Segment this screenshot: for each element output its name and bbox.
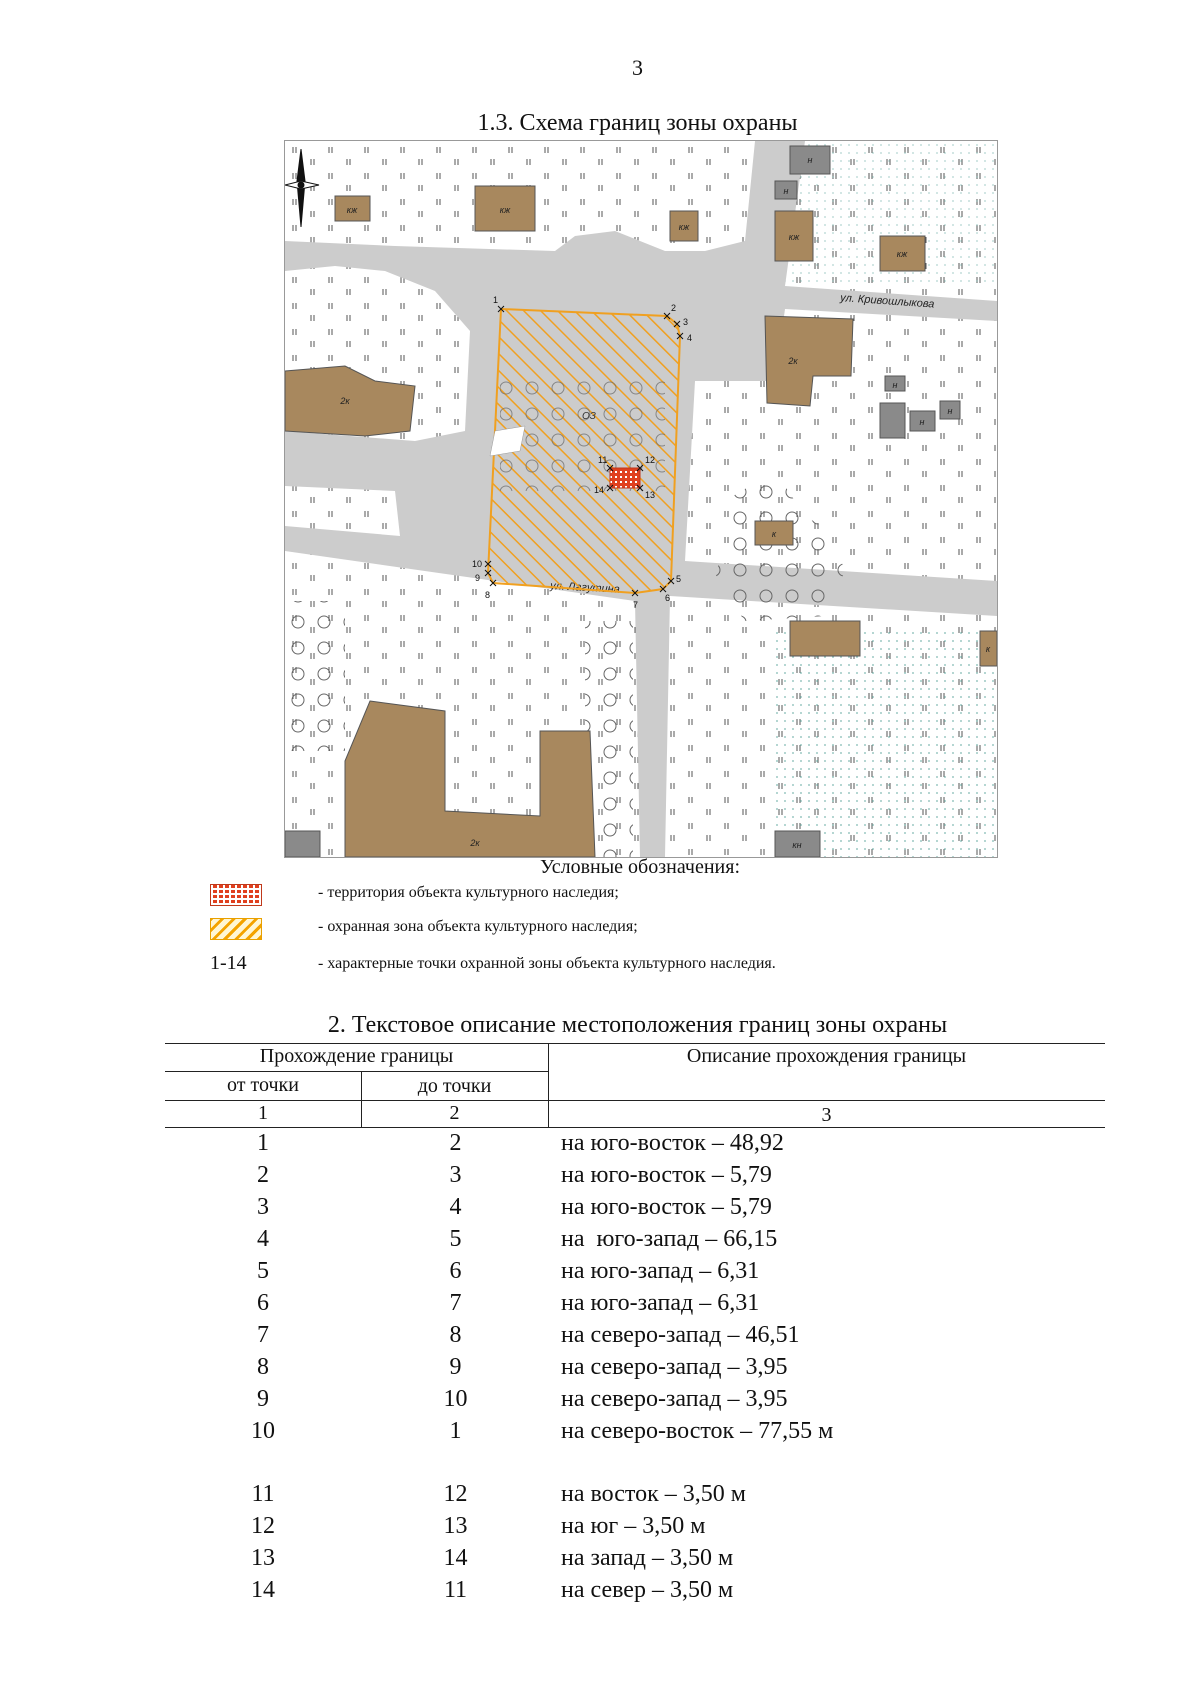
point-label: 6 xyxy=(665,593,671,603)
building-label: кж xyxy=(896,249,908,259)
section-title: 1.3. Схема границ зоны охраны xyxy=(477,110,798,136)
to-point: 13 xyxy=(443,1513,468,1539)
from-point: 14 xyxy=(251,1577,275,1603)
point-label: 8 xyxy=(485,590,491,600)
column-number: 2 xyxy=(449,1102,460,1124)
from-point: 4 xyxy=(257,1226,269,1252)
table-row xyxy=(165,1258,1105,1290)
building-label: к xyxy=(985,644,991,654)
to-point: 8 xyxy=(449,1322,462,1348)
points-symbol: 1-14 xyxy=(210,952,247,974)
table-row xyxy=(165,1322,1105,1354)
table-row xyxy=(165,1194,1105,1226)
to-point: 14 xyxy=(443,1545,468,1571)
table-row xyxy=(165,1545,1105,1577)
boundary-scheme-map xyxy=(284,140,998,858)
to-point: 6 xyxy=(449,1258,462,1284)
from-point: 8 xyxy=(257,1354,269,1380)
point-label: 4 xyxy=(687,333,693,343)
building-label: н xyxy=(892,380,898,390)
building-label: 2к xyxy=(788,356,798,366)
from-point: 12 xyxy=(251,1513,275,1539)
direction: на юго-запад – 66,15 xyxy=(561,1226,778,1252)
to-point: 5 xyxy=(449,1226,462,1252)
legend-text: - характерные точки охранной зоны объекта культурного наследия. xyxy=(318,955,776,972)
table-row xyxy=(165,1513,1105,1545)
to-point: 3 xyxy=(449,1162,462,1188)
to-point: 11 xyxy=(443,1577,468,1603)
building-label: кж xyxy=(499,205,511,215)
point-label: 3 xyxy=(683,317,689,327)
column-number: 1 xyxy=(258,1102,268,1124)
from-point: 5 xyxy=(257,1258,269,1284)
header-boundary-passage: Прохождение границы xyxy=(259,1045,454,1067)
to-point: 10 xyxy=(443,1386,468,1412)
table-title: 2. Текстовое описание местоположения границ зоны охраны xyxy=(327,1012,948,1038)
building-label: н xyxy=(919,417,925,427)
page-number: 3 xyxy=(632,55,643,80)
point-label: 5 xyxy=(676,574,682,584)
from-point: 11 xyxy=(251,1481,275,1507)
table-row xyxy=(165,1354,1105,1386)
protection-zone xyxy=(488,309,680,593)
direction: на северо-восток – 77,55 м xyxy=(561,1418,834,1444)
building-label: н xyxy=(783,186,789,196)
street-label-krivoshlykova: ул. Кривошлыкова xyxy=(839,292,935,311)
from-point: 13 xyxy=(251,1545,275,1571)
point-label: 1 xyxy=(493,295,499,305)
direction: на юго-запад – 6,31 xyxy=(561,1258,760,1284)
building-label: кн xyxy=(792,840,802,850)
table-row xyxy=(165,1162,1105,1194)
point-label: 7 xyxy=(633,600,639,610)
table-row xyxy=(165,1481,1105,1513)
point-label: 11 xyxy=(598,455,608,465)
building-label: к xyxy=(771,529,777,539)
legend-text: - охранная зона объекта культурного наследия; xyxy=(318,918,638,935)
point-label: 14 xyxy=(594,485,605,495)
building-label: кж xyxy=(678,222,690,232)
legend-text: - территория объекта культурного наследия; xyxy=(318,884,619,901)
table-row xyxy=(165,1130,1105,1162)
direction: на юго-восток – 48,92 xyxy=(561,1130,784,1156)
to-point: 9 xyxy=(449,1354,462,1380)
heritage-territory-swatch xyxy=(210,884,262,906)
direction: на юг – 3,50 м xyxy=(561,1513,706,1539)
direction: на север – 3,50 м xyxy=(561,1577,734,1603)
building-label: кж xyxy=(788,232,800,242)
from-point: 1 xyxy=(257,1130,269,1156)
to-point: 7 xyxy=(449,1290,462,1316)
direction: на северо-запад – 46,51 xyxy=(561,1322,800,1348)
from-point: 6 xyxy=(257,1290,269,1316)
header-description: Описание прохождения границы xyxy=(686,1045,967,1067)
table-row xyxy=(165,1226,1105,1258)
table-row xyxy=(165,1386,1105,1418)
point-label: 9 xyxy=(475,573,481,583)
from-point: 9 xyxy=(257,1386,269,1412)
building-label: кж xyxy=(346,205,358,215)
heritage-object-territory xyxy=(610,468,640,488)
to-point: 4 xyxy=(449,1194,462,1220)
table-row xyxy=(165,1418,1105,1450)
header-to-point: до точки xyxy=(417,1075,492,1097)
building-label: н xyxy=(947,406,953,416)
point-label: 2 xyxy=(671,303,677,313)
direction: на юго-восток – 5,79 xyxy=(561,1162,772,1188)
table-row xyxy=(165,1290,1105,1322)
building-label: 2к xyxy=(470,838,480,848)
to-point: 12 xyxy=(443,1481,468,1507)
table-row xyxy=(165,1577,1105,1609)
building-label: н xyxy=(807,155,813,165)
direction: на восток – 3,50 м xyxy=(561,1481,746,1507)
protection-zone-swatch xyxy=(210,918,262,940)
point-label: 12 xyxy=(645,455,656,465)
from-point: 7 xyxy=(257,1322,269,1348)
point-label: 10 xyxy=(472,559,483,569)
to-point: 2 xyxy=(449,1130,462,1156)
to-point: 1 xyxy=(449,1418,462,1444)
from-point: 2 xyxy=(257,1162,269,1188)
direction: на северо-запад – 3,95 xyxy=(561,1386,788,1412)
building-label: 2к xyxy=(340,396,350,406)
point-label: 13 xyxy=(645,490,656,500)
zone-label: ОЗ xyxy=(582,411,596,422)
direction: на северо-запад – 3,95 xyxy=(561,1354,788,1380)
legend-title: Условные обозначения: xyxy=(539,856,741,878)
direction: на запад – 3,50 м xyxy=(561,1545,734,1571)
from-point: 3 xyxy=(257,1194,269,1220)
header-from-point: от точки xyxy=(227,1074,299,1096)
column-number: 3 xyxy=(821,1104,832,1126)
direction: на юго-запад – 6,31 xyxy=(561,1290,760,1316)
direction: на юго-восток – 5,79 xyxy=(561,1194,772,1220)
from-point: 10 xyxy=(251,1418,275,1444)
